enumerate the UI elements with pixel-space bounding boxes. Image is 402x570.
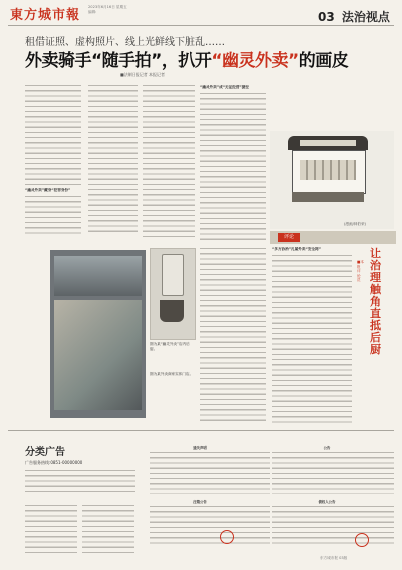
notice-2-body (150, 506, 270, 546)
pot-image (160, 300, 184, 322)
newspaper-logo: 東方城市報 (10, 8, 81, 23)
body-column-4 (200, 93, 266, 241)
notice-3-title: 公告 (323, 446, 331, 450)
masthead-editor: 编辑: (88, 10, 97, 14)
section-heading-1: “幽灵外卖”藏身“犯罪身份” (25, 188, 71, 192)
body-column-6 (272, 255, 352, 425)
classified-ads-title: 分类广告 (25, 447, 65, 458)
commentary-headline: 让治理触角直抵后厨 (370, 247, 381, 356)
official-seal-2 (355, 533, 369, 547)
cartoon-shop-window (300, 160, 356, 180)
photo-caption-1: 图为某“幽灵外卖”店内后厨。 (150, 342, 190, 351)
article-headline (25, 46, 348, 71)
notice-3-body (272, 452, 394, 494)
top-rule (8, 25, 394, 26)
illustration-caption: (漫画/林伯荣) (344, 222, 366, 226)
body-column-1b (25, 196, 81, 236)
commentary-author: ■本报评论员 (357, 260, 364, 282)
body-column-1 (25, 85, 81, 185)
cartoon-shop-counter (292, 192, 364, 202)
body-column-3 (143, 85, 195, 240)
notice-4-title: 债权人公告 (318, 500, 336, 504)
cartoon-shop-sign (300, 140, 356, 146)
notice-1-title: 遗失声明 (193, 446, 207, 450)
ad-hotline: 广告服务热线:0851-00000000 (25, 460, 83, 465)
headline-part-3: 的画皮 (298, 51, 349, 71)
phone-image (162, 254, 184, 296)
headline-part-2: “幽灵外卖” (211, 51, 299, 71)
notice-4-body (272, 506, 394, 546)
bottom-rule (8, 430, 394, 431)
photo-caption-2: 图为某外卖商家实体门店。 (150, 372, 194, 376)
masthead-date: 2023年6月16日 星期五 (88, 5, 127, 9)
ad-text-block (25, 470, 135, 492)
section-title: 法治视点 (341, 10, 390, 24)
article-byline: ■法制日报记者 本报记者 (120, 72, 166, 77)
ad-listing-left (25, 505, 77, 557)
notice-1-body (150, 452, 270, 494)
ad-listing-right (82, 505, 134, 557)
kitchen-photo-wall (54, 300, 142, 410)
kitchen-photo-shelf (54, 256, 142, 296)
notice-2-title: 注销公告 (193, 500, 207, 504)
section-heading-3: “多方协治”扎紧外卖“安全网” (272, 247, 321, 251)
section-heading-2: “幽灵外卖”成“无证经营”捷径 (200, 85, 249, 89)
headline-part-1: 外卖骑手“随手拍”，扒开 (25, 51, 212, 71)
body-column-2 (88, 85, 138, 235)
page-number: 03 (318, 10, 335, 24)
article-kicker: 租借证照、虚构照片、线上光鲜线下脏乱…… (25, 37, 225, 48)
official-seal (220, 530, 234, 544)
body-column-5 (200, 248, 266, 423)
section-header (318, 8, 390, 25)
footer-page: 东方城市报 03版 (320, 556, 348, 560)
commentary-tag: 评论 (278, 233, 300, 242)
masthead-meta (88, 5, 127, 15)
